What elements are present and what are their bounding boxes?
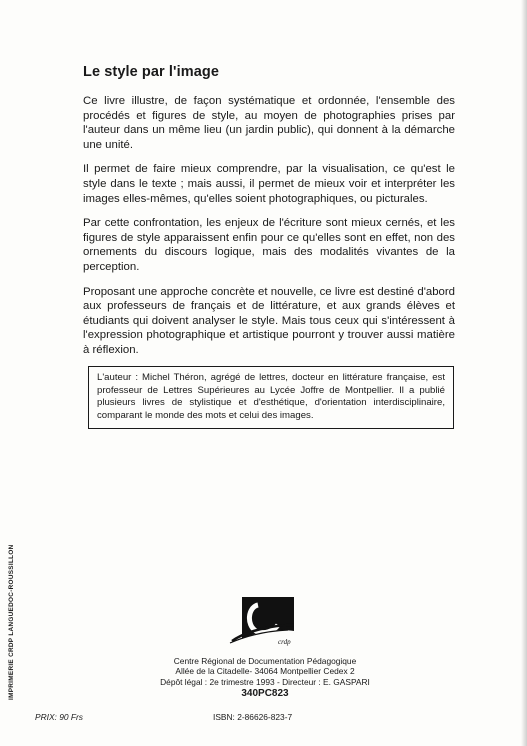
description-paragraph: Par cette confrontation, les enjeux de l'écriture sont mieux cernés, et les figures de style apparaissent enfin pour ce qu'elles sont en effet, non des ornements du discours logique, mais des modalités vivantes de la perception. [83,217,455,273]
page-edge-shadow [521,0,527,746]
publisher-address: Allée de la Citadelle- 34064 Montpellier Cedex 2 [175,666,355,677]
logo-text: crdp [278,638,291,646]
description-text [83,94,455,368]
book-title: Le style par l'image [83,64,220,80]
description-paragraph: Proposant une approche concrète et nouvelle, ce livre est destiné d'abord aux professeurs de français et de littérature, et aux grands élèves et étudiants qui doivent analyser le style. Mais tous ceux qui s'intéressent à l'expression photographique et artistique pourront y trouver aussi matière à réflexion. [83,285,455,356]
catalog-code: 340PC823 [241,688,289,700]
publisher-info [140,656,390,701]
isbn: ISBN: 2-86626-823-7 [213,712,293,722]
author-note-box: L'auteur : Michel Théron, agrégé de lettres, docteur en littérature française, est professeur de Lettres Supérieures au Lycée Joffre de Montpellier. Il a publié plusieurs livres de stylistique et d'esthétique, d'orientation interdisciplinaire, comparant le monde des mots et celui des images. [88,366,454,429]
publisher-name: Centre Régional de Documentation Pédagogique [173,656,357,666]
description-paragraph: Il permet de faire mieux comprendre, par la visualisation, ce qu'est le style dans le texte ; mais aussi, il permet de mieux voir et interpréter les images elles-mêmes, qu'elles soient photographiques, ou picturales. [83,163,455,205]
description-paragraph: Ce livre illustre, de façon systématique et ordonnée, l'ensemble des procédés et figures de style, au moyen de photographies prises par l'auteur dans un même lieu (un jardin public), qui donnent à la démarche une unité. [83,95,455,151]
crdp-logo-icon [228,595,298,647]
side-imprint: IMPRIMERIE CRDP LANGUEDOC-ROUSSILLON [8,544,15,700]
legal-deposit: Dépôt légal : 2e trimestre 1993 - Directeur : E. GASPARI [160,676,370,687]
price: PRIX: 90 Frs [35,712,83,722]
